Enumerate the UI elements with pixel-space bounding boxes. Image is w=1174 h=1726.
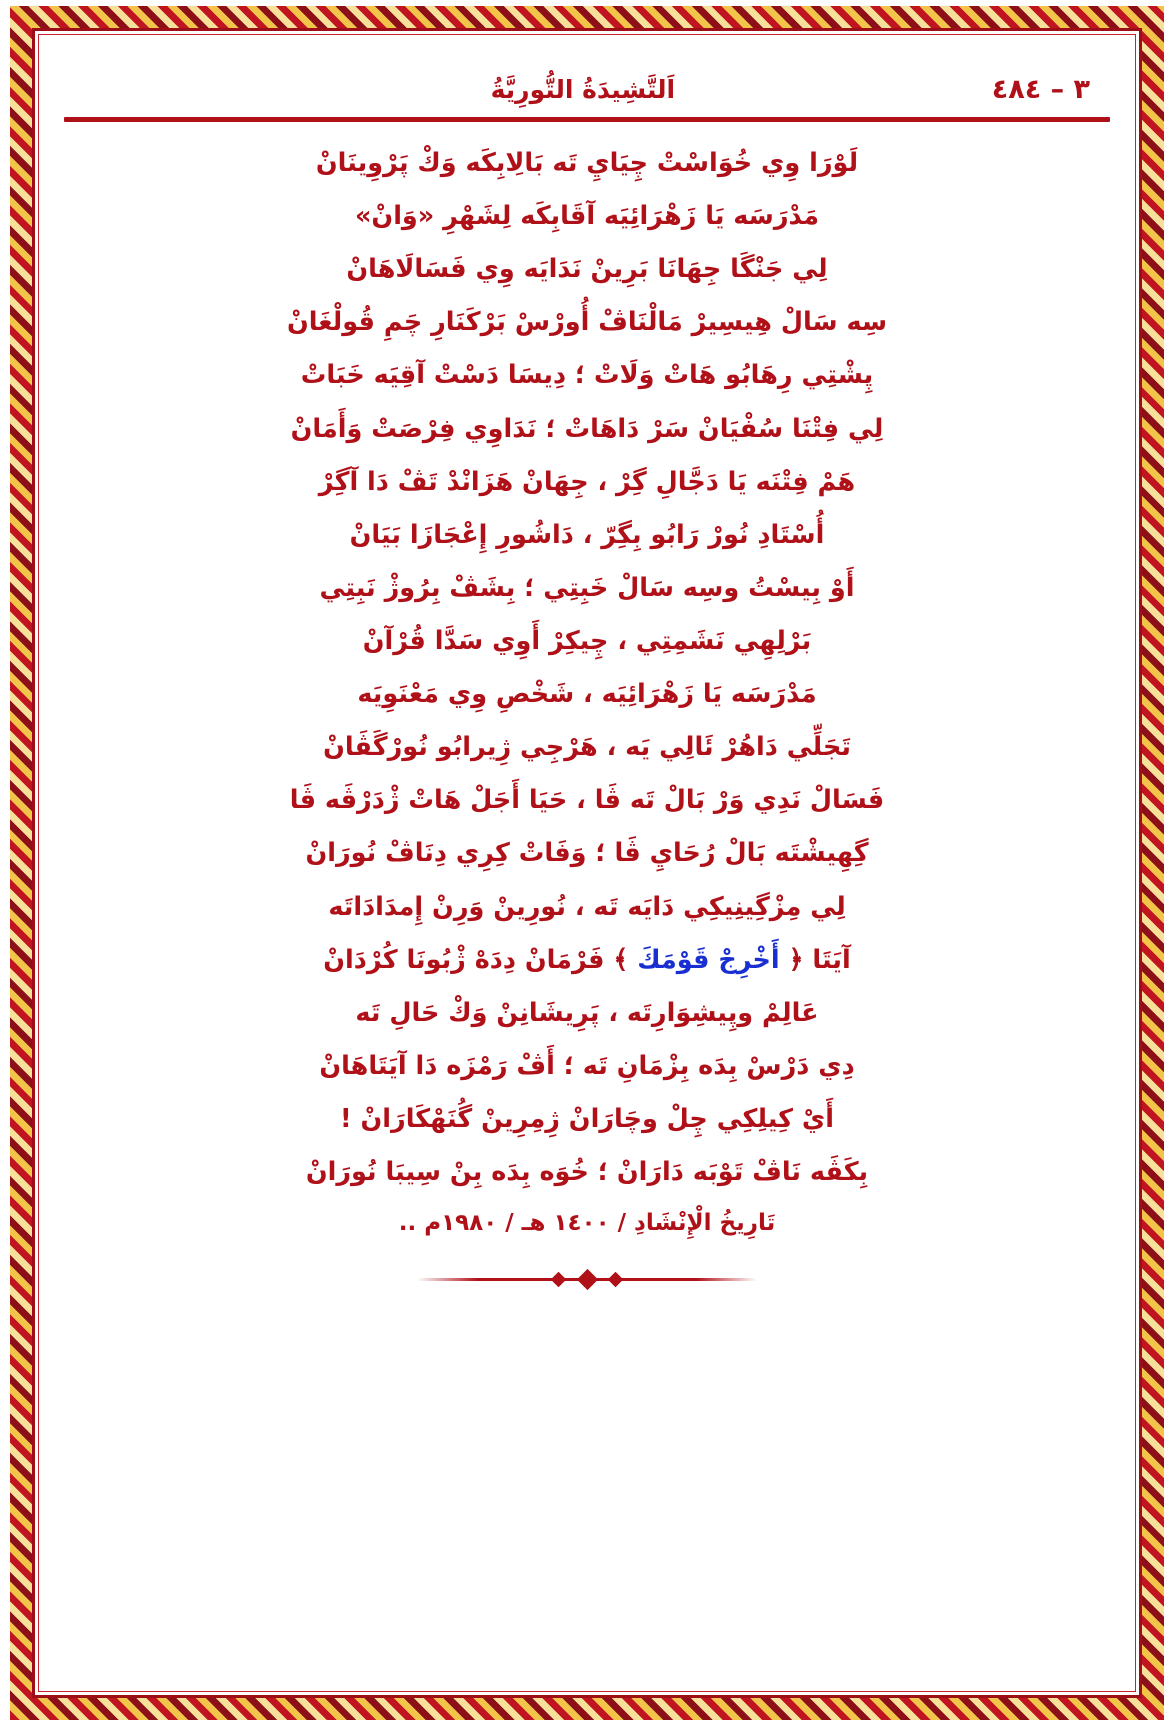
tail-ornament [417,1270,757,1288]
verse-line: بَرْلِهِي نَشَمِتِي ، چِيكِرْ أَوِي سَدَّا قُرْآنْ [362,625,812,656]
poem-body [56,148,1118,1188]
verse-line: لِي فِتْنَا سُفْيَانْ سَرْ دَاهَاتْ ؛ نَدَاوِي فِرْصَتْ وَأَمَانْ [290,413,884,444]
verse-line-quranic [70,945,1104,976]
quote-bracket-open-icon: ﴿ [788,944,804,975]
page-header [56,56,1118,105]
verse-line: سِه سَالْ هِيسِيرْ مَالْنَاڤْ أُورْسْ بَرْكَنَارِ چَمِ قُولْغَانْ [286,307,888,338]
verse-prefix: آيَتَا [803,944,851,975]
verse-line: مَدْرَسَه يَا زَهْرَائِيَه آقَابِكَه لِشَهْرِ «وَانْ» [354,201,820,232]
page-content [56,56,1118,1670]
verse-line: هَمْ فِتْنَه يَا دَجَّالِ گِرْ ، جِهَانْ هَزَانْدْ تَڤْ دَا آگِرْ [318,466,856,497]
verse-line: پِشْتِي رِهَابُو هَاتْ وَلَاتْ ؛ دِيسَا دَسْتْ آقِيَه خَبَاتْ [300,360,874,391]
verse-line: لِي جَنْگَا جِهَانَا بَرِينْ نَدَايَه وِي فَسَالَاهَانْ [346,254,828,285]
ornament-diamond-left [551,1272,567,1288]
ornament-diamond-center [577,1269,598,1290]
verse-line: گِهِيشْتَه بَالْ رُحَايِ ڤَا ؛ وَفَاتْ كِرِي دِنَاڤْ نُورَانْ [305,838,869,869]
header-rule [64,117,1110,122]
ornament-diamond-right [608,1272,624,1288]
page-title: اَلتَّشِيدَةُ التُّورِيَّةُ [490,75,676,104]
verse-line: مَدْرَسَه يَا زَهْرَائِيَه ، شَخْصِ وِي مَعْنَوِيَه [357,679,817,710]
verse-line: أَوْ بِيسْتُ وسِه سَالْ خَبِتِي ؛ بِشَڤْ بِرُوژْ نَبِتِي [319,572,855,603]
verse-suffix: فَرْمَانْ دِدَهْ ژْبُونَا كُرْدَانْ [323,944,614,975]
quranic-quote: أَخْرِجْ قَوْمَكَ [628,944,789,975]
verse-line: تَجَلِّي دَاهُرْ ئَالِي يَه ، هَرْجِي ژِيرابُو نُورْگَڤَانْ [323,732,851,763]
verse-line: لَوْرَا وِي خُوَاسْتْ چِيَايِ تَه بَالِابِكَه وَكْ پَرْوِينَانْ [315,148,859,178]
verse-line: أُسْتَادِ نُورْ رَابُو بِگِرّ ، دَاشُورِ إِعْجَازَا بَيَانْ [349,519,825,550]
verse-line: لِي مِزْگِينِيكِي دَايَه تَه ، نُورِينْ وَرِنْ إِمدَادَاتَه [328,891,846,922]
colophon-date: تَارِيخُ الْإِنْشَادِ / ١٤٠٠ هـ / ١٩٨٠م .. [398,1210,776,1237]
quote-bracket-close-icon: ﴾ [613,944,629,975]
page-number: ٣ – ٤٨٤ [991,74,1090,105]
verse-line: بِكَڤَه نَاڤْ تَوْبَه دَارَانْ ؛ خُوَه بِدَه بِنْ سِيبَا نُورَانْ [305,1157,869,1188]
verse-line: دِي دَرْسْ بِدَه بِزْمَانِ تَه ؛ أَڤْ رَمْزَه دَا آيَتَاهَانْ [319,1050,855,1081]
verse-line: أَيْ كِيلِكِي چِلْ وچَارَانْ ژِمِرِينْ گُنَهْكَارَانْ ! [340,1103,834,1134]
verse-line: عَالِمْ وپِيشِوَارِتَه ، پَرِيشَانِنْ وَكْ حَالِ تَه [355,997,819,1028]
verse-line: فَسَالْ نَدِي وَرْ بَالْ تَه ڤَا ، حَيَا أَجَلْ هَاتْ ژْدَرْڤَه ڤَا [289,785,885,816]
